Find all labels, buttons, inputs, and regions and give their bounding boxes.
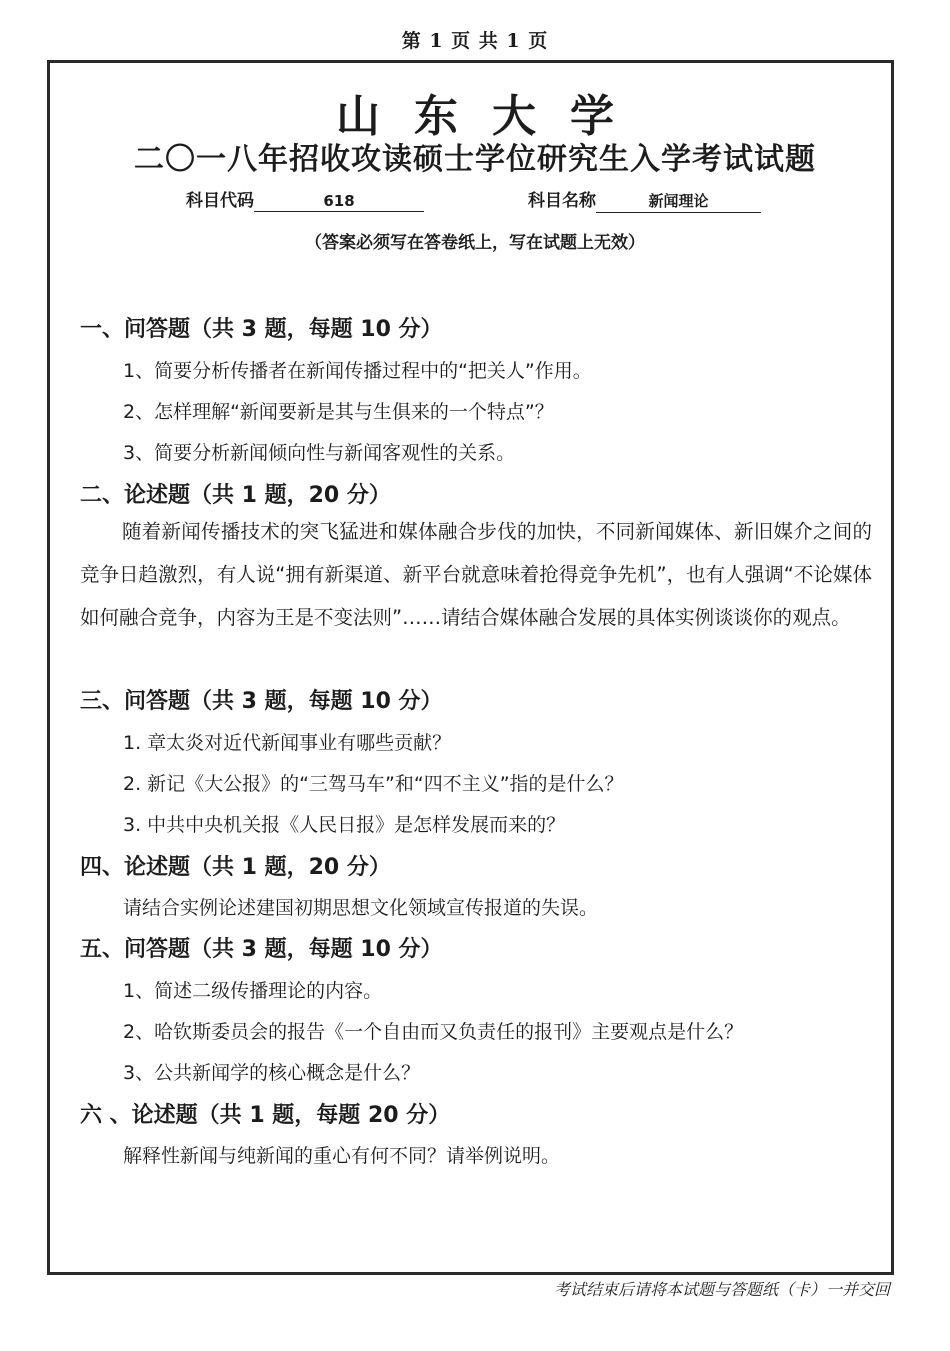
section-5-question-2: 2、哈钦斯委员会的报告《一个自由而又负责任的报刊》主要观点是什么？ (123, 1021, 744, 1043)
section-2-question: 随着新闻传播技术的突飞猛进和媒体融合步伐的加快，不同新闻媒体、新旧媒介之间的竞争日趋激烈，有人说“拥有新渠道、新平台就意味着抢得竞争先机”，也有人强调“不论媒体如何融合竞争，内容为王是不变法则”……请结合媒体融合发展的具体实例谈谈你的观点。 (80, 520, 872, 629)
section-5-heading: 五、问答题（共 3 题，每题 10 分） (80, 937, 443, 962)
footer-note: 考试结束后请将本试题与答题纸（卡）一并交回 (553, 1280, 890, 1299)
section-3-question-2: 2. 新记《大公报》的“三驾马车”和“四不主义”指的是什么？ (123, 773, 624, 795)
section-3-question-3: 3. 中共中央机关报《人民日报》是怎样发展而来的？ (123, 814, 566, 836)
section-1-question-3: 3、简要分析新闻倾向性与新闻客观性的关系。 (123, 442, 516, 464)
section-4-heading: 四、论述题（共 1 题，20 分） (80, 855, 391, 880)
section-1-heading: 一、问答题（共 3 题，每题 10 分） (80, 317, 443, 342)
section-3-heading: 三、问答题（共 3 题，每题 10 分） (80, 689, 443, 714)
subject-code-row (186, 186, 424, 212)
page-header: 第 1 页 共 1 页 (401, 30, 549, 52)
section-3-question-1: 1. 章太炎对近代新闻事业有哪些贡献？ (123, 732, 452, 754)
subject-code-value: 618 (254, 192, 424, 212)
answer-notice: （答案必须写在答卷纸上，写在试题上无效） (305, 233, 645, 253)
subject-code-label: 科目代码 (186, 191, 254, 211)
section-5-question-1: 1、简述二级传播理论的内容。 (123, 980, 383, 1002)
section-4-question: 请结合实例论述建国初期思想文化领域宣传报道的失误。 (123, 897, 599, 919)
subject-name-row (528, 186, 761, 213)
exam-title: 二〇一八年招收攻读硕士学位研究生入学考试试题 (134, 142, 816, 177)
section-5-question-3: 3、公共新闻学的核心概念是什么？ (123, 1062, 421, 1084)
subject-name-label: 科目名称 (528, 191, 596, 211)
section-6-question: 解释性新闻与纯新闻的重心有何不同？请举例说明。 (123, 1145, 561, 1167)
university-title: 山东大学 (336, 91, 648, 142)
subject-name-value: 新闻理论 (596, 190, 761, 213)
section-1-question-2: 2、怎样理解“新闻要新是其与生俱来的一个特点”？ (123, 401, 554, 423)
section-2-heading: 二、论述题（共 1 题，20 分） (80, 483, 391, 508)
section-1-question-1: 1、简要分析传播者在新闻传播过程中的“把关人”作用。 (123, 360, 592, 382)
section-6-heading: 六 、论述题（共 1 题，每题 20 分） (80, 1103, 451, 1128)
